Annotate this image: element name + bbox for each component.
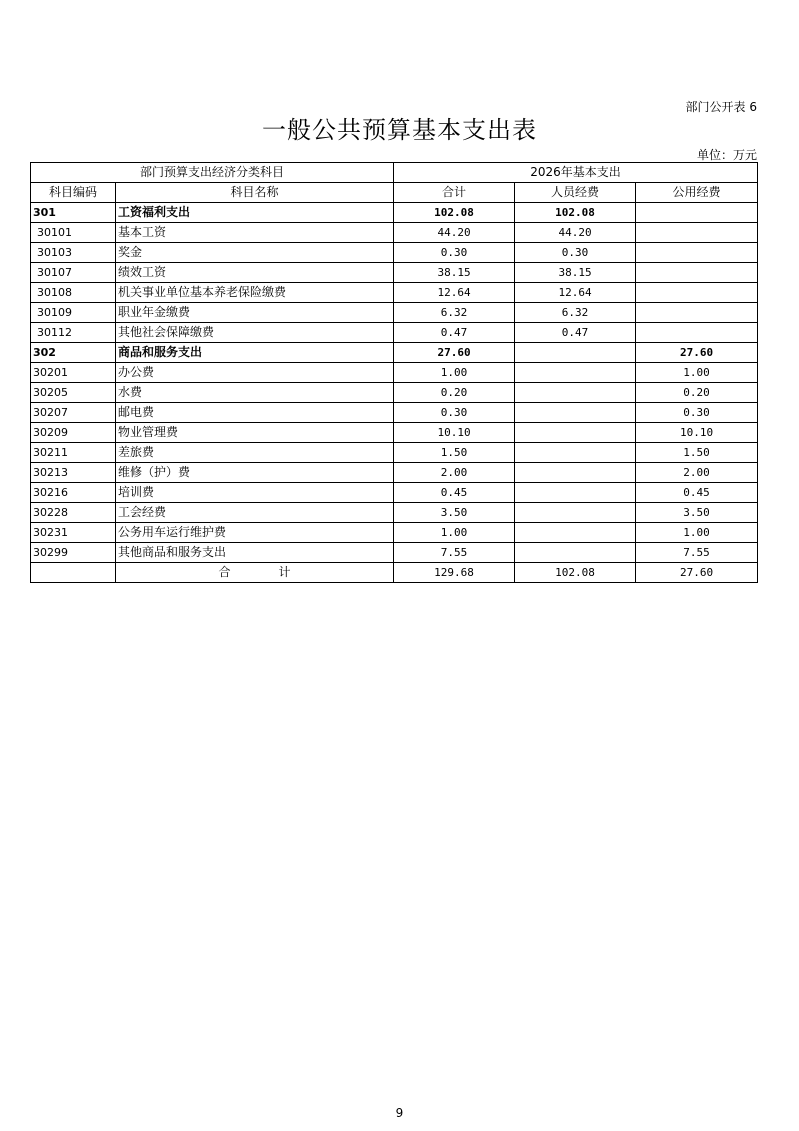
cell-personnel: 0.47 bbox=[515, 323, 636, 343]
table-row bbox=[31, 303, 758, 323]
cell-name: 商品和服务支出 bbox=[116, 343, 394, 363]
cell-total: 1.00 bbox=[394, 523, 515, 543]
table-row bbox=[31, 423, 758, 443]
cell-total: 44.20 bbox=[394, 223, 515, 243]
table-header bbox=[31, 163, 758, 203]
cell-code: 30103 bbox=[31, 243, 116, 263]
cell-total: 38.15 bbox=[394, 263, 515, 283]
cell-name: 奖金 bbox=[116, 243, 394, 263]
cell-public bbox=[636, 223, 758, 243]
cell-public: 27.60 bbox=[636, 343, 758, 363]
total-row-total: 129.68 bbox=[394, 563, 515, 583]
cell-public: 1.00 bbox=[636, 523, 758, 543]
total-row-public: 27.60 bbox=[636, 563, 758, 583]
table-row bbox=[31, 503, 758, 523]
cell-public: 10.10 bbox=[636, 423, 758, 443]
cell-public bbox=[636, 263, 758, 283]
cell-total: 6.32 bbox=[394, 303, 515, 323]
cell-personnel bbox=[515, 483, 636, 503]
cell-public: 0.20 bbox=[636, 383, 758, 403]
cell-personnel: 44.20 bbox=[515, 223, 636, 243]
total-row-personnel: 102.08 bbox=[515, 563, 636, 583]
cell-code: 30101 bbox=[31, 223, 116, 243]
cell-total: 0.45 bbox=[394, 483, 515, 503]
cell-total: 7.55 bbox=[394, 543, 515, 563]
cell-name: 机关事业单位基本养老保险缴费 bbox=[116, 283, 394, 303]
cell-code: 302 bbox=[31, 343, 116, 363]
cell-name: 水费 bbox=[116, 383, 394, 403]
table-row bbox=[31, 243, 758, 263]
table-body bbox=[31, 203, 758, 563]
table-footer bbox=[31, 563, 758, 583]
table-row bbox=[31, 223, 758, 243]
table-row-group bbox=[31, 343, 758, 363]
cell-code: 30231 bbox=[31, 523, 116, 543]
table-row bbox=[31, 463, 758, 483]
group-header-row bbox=[31, 163, 758, 183]
cell-name: 物业管理费 bbox=[116, 423, 394, 443]
cell-total: 102.08 bbox=[394, 203, 515, 223]
cell-personnel bbox=[515, 443, 636, 463]
cell-name: 公务用车运行维护费 bbox=[116, 523, 394, 543]
column-header-code: 科目编码 bbox=[31, 183, 116, 203]
cell-code: 30211 bbox=[31, 443, 116, 463]
cell-public: 0.45 bbox=[636, 483, 758, 503]
column-header-total: 合计 bbox=[394, 183, 515, 203]
cell-personnel bbox=[515, 503, 636, 523]
cell-total: 0.30 bbox=[394, 243, 515, 263]
cell-total: 3.50 bbox=[394, 503, 515, 523]
cell-public: 1.50 bbox=[636, 443, 758, 463]
cell-name: 工会经费 bbox=[116, 503, 394, 523]
total-row-label: 合 计 bbox=[116, 563, 394, 583]
unit-label: 单位：万元 bbox=[696, 148, 757, 162]
cell-personnel: 102.08 bbox=[515, 203, 636, 223]
cell-public: 7.55 bbox=[636, 543, 758, 563]
cell-personnel bbox=[515, 403, 636, 423]
budget-table bbox=[30, 162, 758, 583]
cell-personnel: 6.32 bbox=[515, 303, 636, 323]
cell-public bbox=[636, 323, 758, 343]
cell-total: 0.20 bbox=[394, 383, 515, 403]
table-row bbox=[31, 443, 758, 463]
cell-personnel: 38.15 bbox=[515, 263, 636, 283]
total-row-code-cell bbox=[31, 563, 116, 583]
cell-personnel bbox=[515, 523, 636, 543]
cell-code: 30112 bbox=[31, 323, 116, 343]
cell-personnel: 0.30 bbox=[515, 243, 636, 263]
cell-public bbox=[636, 203, 758, 223]
table-row bbox=[31, 383, 758, 403]
cell-total: 1.50 bbox=[394, 443, 515, 463]
page-number: 9 bbox=[395, 1106, 404, 1120]
table-row-group bbox=[31, 203, 758, 223]
cell-code: 301 bbox=[31, 203, 116, 223]
cell-public bbox=[636, 243, 758, 263]
cell-name: 维修（护）费 bbox=[116, 463, 394, 483]
cell-personnel bbox=[515, 363, 636, 383]
cell-code: 30213 bbox=[31, 463, 116, 483]
cell-public: 1.00 bbox=[636, 363, 758, 383]
table-row bbox=[31, 283, 758, 303]
cell-public: 2.00 bbox=[636, 463, 758, 483]
cell-code: 30216 bbox=[31, 483, 116, 503]
document-title: 一般公共预算基本支出表 bbox=[262, 116, 537, 144]
table-number: 部门公开表 6 bbox=[685, 100, 757, 114]
cell-personnel bbox=[515, 383, 636, 403]
cell-total: 27.60 bbox=[394, 343, 515, 363]
cell-name: 培训费 bbox=[116, 483, 394, 503]
cell-public bbox=[636, 283, 758, 303]
cell-name: 办公费 bbox=[116, 363, 394, 383]
cell-code: 30205 bbox=[31, 383, 116, 403]
cell-code: 30228 bbox=[31, 503, 116, 523]
cell-name: 差旅费 bbox=[116, 443, 394, 463]
cell-code: 30207 bbox=[31, 403, 116, 423]
cell-personnel bbox=[515, 463, 636, 483]
cell-total: 1.00 bbox=[394, 363, 515, 383]
total-row bbox=[31, 563, 758, 583]
cell-public bbox=[636, 303, 758, 323]
table-row bbox=[31, 263, 758, 283]
cell-public: 0.30 bbox=[636, 403, 758, 423]
table-row bbox=[31, 543, 758, 563]
table-row bbox=[31, 523, 758, 543]
cell-total: 12.64 bbox=[394, 283, 515, 303]
cell-personnel bbox=[515, 543, 636, 563]
cell-name: 职业年金缴费 bbox=[116, 303, 394, 323]
cell-public: 3.50 bbox=[636, 503, 758, 523]
cell-code: 30108 bbox=[31, 283, 116, 303]
column-header-public: 公用经费 bbox=[636, 183, 758, 203]
cell-code: 30201 bbox=[31, 363, 116, 383]
cell-name: 工资福利支出 bbox=[116, 203, 394, 223]
cell-code: 30209 bbox=[31, 423, 116, 443]
cell-name: 其他社会保障缴费 bbox=[116, 323, 394, 343]
cell-total: 2.00 bbox=[394, 463, 515, 483]
cell-name: 邮电费 bbox=[116, 403, 394, 423]
group-header-basic-expenditure: 2026年基本支出 bbox=[394, 163, 758, 183]
table-row bbox=[31, 363, 758, 383]
cell-total: 10.10 bbox=[394, 423, 515, 443]
table-row bbox=[31, 483, 758, 503]
column-header-name: 科目名称 bbox=[116, 183, 394, 203]
cell-name: 绩效工资 bbox=[116, 263, 394, 283]
column-header-personnel: 人员经费 bbox=[515, 183, 636, 203]
cell-name: 其他商品和服务支出 bbox=[116, 543, 394, 563]
group-header-classification: 部门预算支出经济分类科目 bbox=[31, 163, 394, 183]
cell-code: 30299 bbox=[31, 543, 116, 563]
cell-personnel: 12.64 bbox=[515, 283, 636, 303]
cell-code: 30109 bbox=[31, 303, 116, 323]
cell-personnel bbox=[515, 423, 636, 443]
cell-total: 0.30 bbox=[394, 403, 515, 423]
cell-personnel bbox=[515, 343, 636, 363]
cell-name: 基本工资 bbox=[116, 223, 394, 243]
table-row bbox=[31, 323, 758, 343]
cell-code: 30107 bbox=[31, 263, 116, 283]
table-row bbox=[31, 403, 758, 423]
column-header-row bbox=[31, 183, 758, 203]
cell-total: 0.47 bbox=[394, 323, 515, 343]
